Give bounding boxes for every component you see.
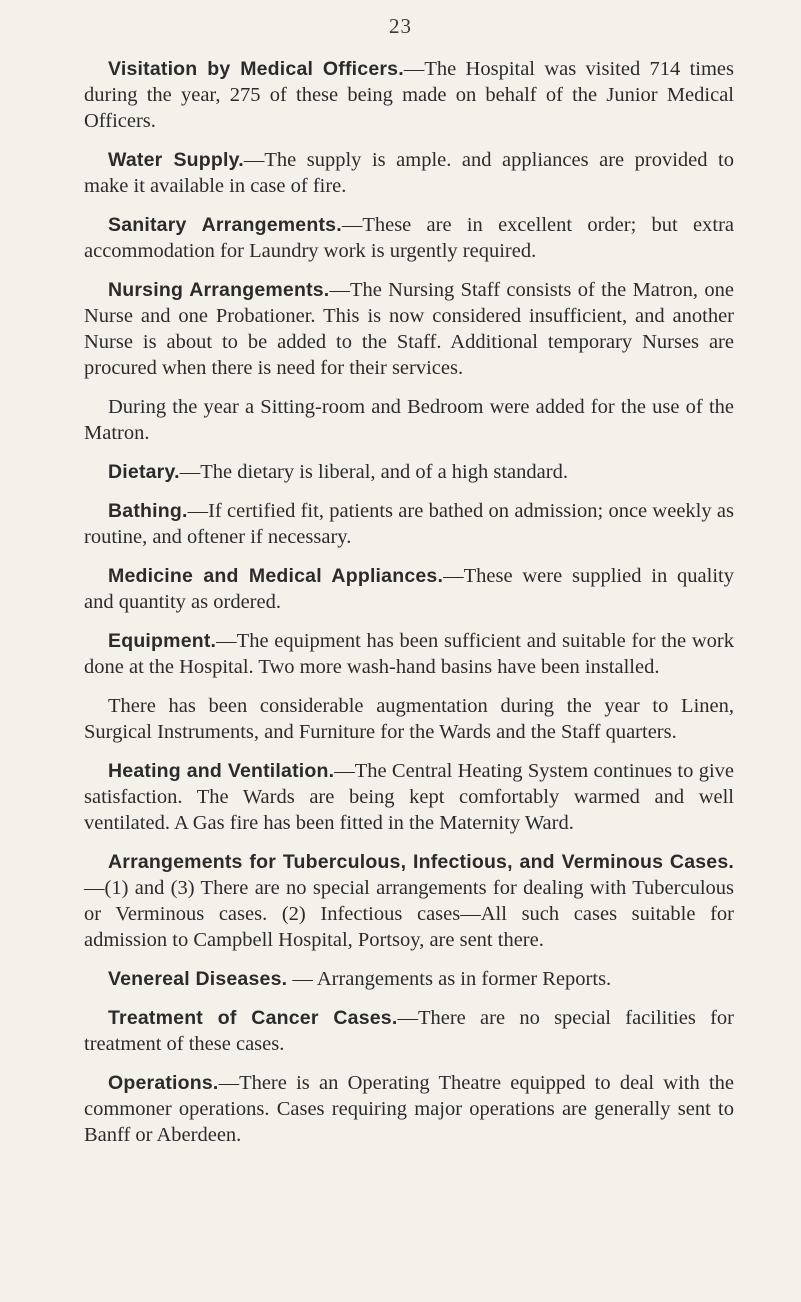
page-number: 23 <box>389 14 412 38</box>
paragraph-sanitary <box>84 212 734 264</box>
paragraph-sitting-room <box>84 394 734 446</box>
paragraph-heading: Operations. <box>108 1072 219 1094</box>
paragraph-text: —The Hospital was visited 714 times during the year, 275 of these being made on behalf of the Junior Medical Officers. <box>84 58 734 132</box>
paragraph-text: —(1) and (3) There are no special arrangements for dealing with Tuberculous or Verminous cases. (2) Infectious cases—All such cases suitable for admission to Campbell Hospital, Portsoy, are sent there. <box>84 877 734 951</box>
paragraph-text: — Arrangements as in former Reports. <box>287 968 612 990</box>
paragraph-equipment <box>84 628 734 680</box>
paragraph-text: There has been considerable augmentation during the year to Linen, Surgical Instruments, and Furniture for the Wards and the Staff quarters. <box>84 695 734 743</box>
paragraph-text: —The supply is ample. and appliances are provided to make it available in case of fire. <box>84 149 734 197</box>
paragraph-heating <box>84 758 734 836</box>
paragraph-text: —The Central Heating System continues to give satisfaction. The Wards are being kept comfortably warmed and well ventilated. A Gas fire has been fitted in the Maternity Ward. <box>84 760 734 834</box>
paragraph-heading: Bathing. <box>108 500 188 522</box>
paragraph-heading: Water Supply. <box>108 149 244 171</box>
paragraph-text: —These are in excellent order; but extra accommodation for Laundry work is urgently required. <box>84 214 735 262</box>
paragraph-augmentation <box>84 693 734 745</box>
paragraph-heading: Treatment of Cancer Cases. <box>108 1007 398 1029</box>
paragraph-tuberculous <box>84 849 734 953</box>
paragraph-text: —The dietary is liberal, and of a high standard. <box>179 461 568 483</box>
paragraph-heading: Visitation by Medical Officers. <box>108 58 404 80</box>
paragraph-visitation <box>84 56 734 134</box>
paragraph-text: —If certified fit, patients are bathed on admission; once weekly as routine, and oftener if necessary. <box>84 500 734 548</box>
paragraph-nursing <box>84 277 734 381</box>
paragraph-heading: Dietary. <box>108 461 180 483</box>
paragraph-water-supply <box>84 147 734 199</box>
report-body <box>84 56 734 1161</box>
paragraph-heading: Nursing Arrangements. <box>108 279 330 301</box>
paragraph-heading: Medicine and Medical Appliances. <box>108 565 444 587</box>
paragraph-medicine <box>84 563 734 615</box>
paragraph-heading: Heating and Ventilation. <box>108 760 335 782</box>
paragraph-text: During the year a Sitting-room and Bedroom were added for the use of the Matron. <box>84 396 734 444</box>
paragraph-operations <box>84 1070 734 1148</box>
paragraph-text: —These were supplied in quality and quantity as ordered. <box>84 565 734 613</box>
paragraph-text: —There is an Operating Theatre equipped to deal with the commoner operations. Cases requiring major operations are generally sent to Banff or Aberdeen. <box>84 1072 734 1146</box>
paragraph-heading: Sanitary Arrangements. <box>108 214 342 236</box>
paragraph-heading: Equipment. <box>108 630 217 652</box>
paragraph-bathing <box>84 498 734 550</box>
paragraph-venereal <box>84 966 734 992</box>
paragraph-cancer <box>84 1005 734 1057</box>
paragraph-heading: Arrangements for Tuberculous, Infectious, and Verminous Cases. <box>108 851 734 873</box>
paragraph-text: —The equipment has been sufficient and suitable for the work done at the Hospital. Two more wash-hand basins have been installed. <box>84 630 734 678</box>
paragraph-text: —There are no special facilities for treatment of these cases. <box>84 1007 734 1055</box>
paragraph-text: —The Nursing Staff consists of the Matron, one Nurse and one Probationer. This is now considered insufficient, and another Nurse is about to be added to the Staff. Additional temporary Nurses are procured when there is need for their services. <box>84 279 735 379</box>
paragraph-dietary <box>84 459 734 485</box>
paragraph-heading: Venereal Diseases. <box>108 968 288 990</box>
